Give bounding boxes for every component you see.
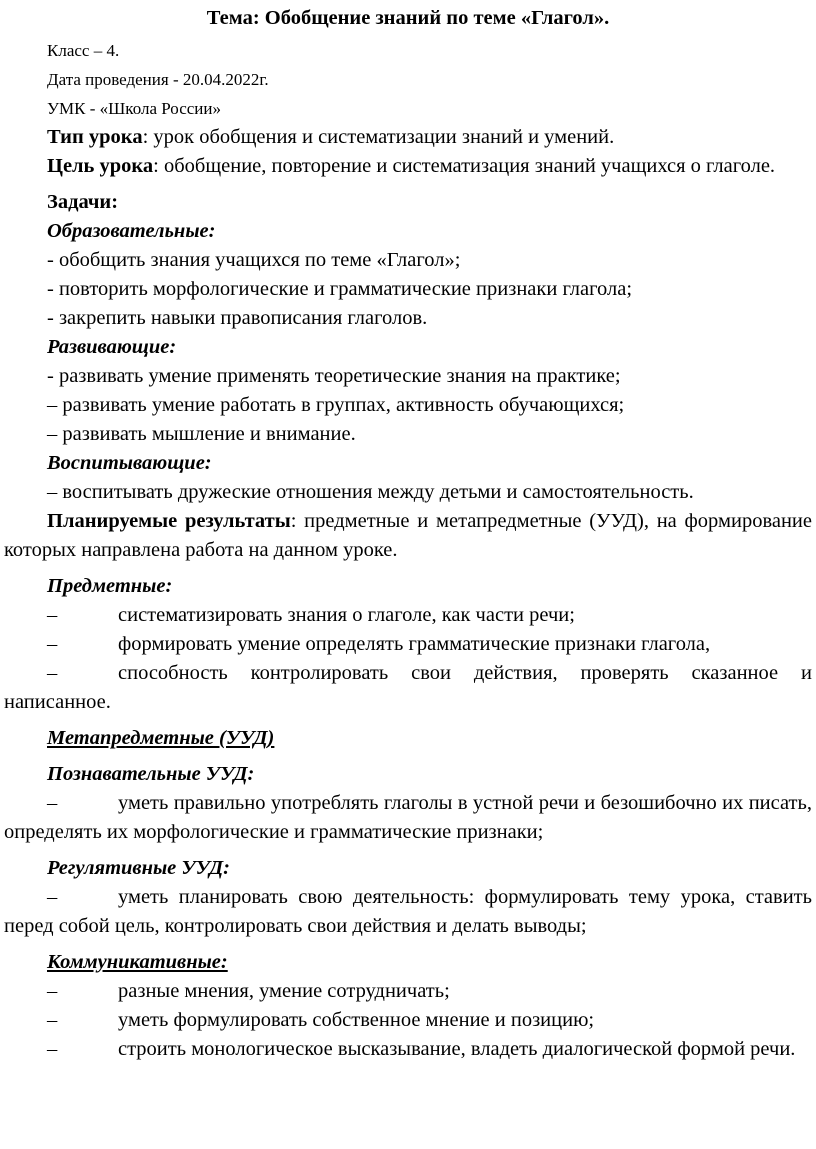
subject-item: – способность контролировать свои действия, проверять сказанное и написанное. [4, 659, 812, 717]
dash-bullet: – [47, 1009, 58, 1031]
upbringing-heading: Воспитывающие: [47, 452, 212, 474]
educational-item: - обобщить знания учащихся по теме «Глагол»; [47, 249, 461, 271]
regulatory-item: – уметь планировать свою деятельность: формулировать тему урока, ставить перед собой цель, контролировать свои действия и делать выводы; [4, 883, 812, 941]
dash-bullet: – [47, 886, 58, 908]
educational-item: - повторить морфологические и грамматические признаки глагола; [47, 278, 633, 300]
subject-item: – систематизировать знания о глаголе, как части речи; [4, 601, 812, 630]
dash-bullet: – [47, 792, 58, 814]
educational-heading: Образовательные: [47, 220, 216, 242]
developing-item: - развивать умение применять теоретические знания на практике; [47, 365, 621, 387]
page-title: Тема: Обобщение знаний по теме «Глагол». [206, 7, 610, 29]
dash-bullet: – [47, 633, 58, 655]
educational-item: - закрепить навыки правописания глаголов. [47, 307, 428, 329]
dash-bullet: – [47, 1038, 58, 1060]
umk-line: УМК - «Школа России» [47, 99, 221, 118]
planned-results-label: Планируемые результаты [47, 510, 291, 532]
cognitive-heading: Познавательные УУД: [47, 763, 255, 785]
developing-item: – развивать мышление и внимание. [47, 423, 356, 445]
dash-bullet: – [47, 604, 58, 626]
lesson-goal-text: : обобщение, повторение и систематизация знаний учащихся о глаголе. [153, 155, 776, 177]
communicative-item: – строить монологическое высказывание, владеть диалогической формой речи. [4, 1035, 812, 1064]
lesson-goal-label: Цель урока [47, 155, 154, 177]
communicative-item: – разные мнения, умение сотрудничать; [4, 977, 812, 1006]
dash-bullet: – [47, 980, 58, 1002]
cognitive-item: – уметь правильно употреблять глаголы в устной речи и безошибочно их писать, определять их морфологические и грамматические признаки; [4, 789, 812, 847]
lesson-type-label: Тип урока [47, 126, 143, 148]
upbringing-item: – воспитывать дружеские отношения между детьми и самостоятельность. [47, 481, 694, 503]
planned-results-text: : предметные и метапредметные (УУД), на формирование которых направлена работа на данном уроке. [4, 510, 812, 561]
lesson-type-text: : урок обобщения и систематизации знаний и умений. [142, 126, 615, 148]
subject-item: – формировать умение определять грамматические признаки глагола, [4, 630, 812, 659]
date-line: Дата проведения - 20.04.2022г. [47, 70, 269, 89]
communicative-item: – уметь формулировать собственное мнение и позицию; [4, 1006, 812, 1035]
metasubject-heading: Метапредметные (УУД) [47, 727, 275, 749]
dash-bullet: – [47, 662, 58, 684]
developing-heading: Развивающие: [47, 336, 177, 358]
planned-results-paragraph [4, 507, 812, 565]
communicative-heading: Коммуникативные: [47, 951, 228, 973]
regulatory-heading: Регулятивные УУД: [47, 857, 230, 879]
subject-heading: Предметные: [47, 575, 173, 597]
lesson-goal-paragraph [4, 152, 812, 181]
lesson-type-paragraph [4, 123, 812, 152]
grade-line: Класс – 4. [47, 41, 120, 60]
developing-item: – развивать умение работать в группах, активность обучающихся; [47, 394, 625, 416]
tasks-heading: Задачи: [47, 191, 119, 213]
